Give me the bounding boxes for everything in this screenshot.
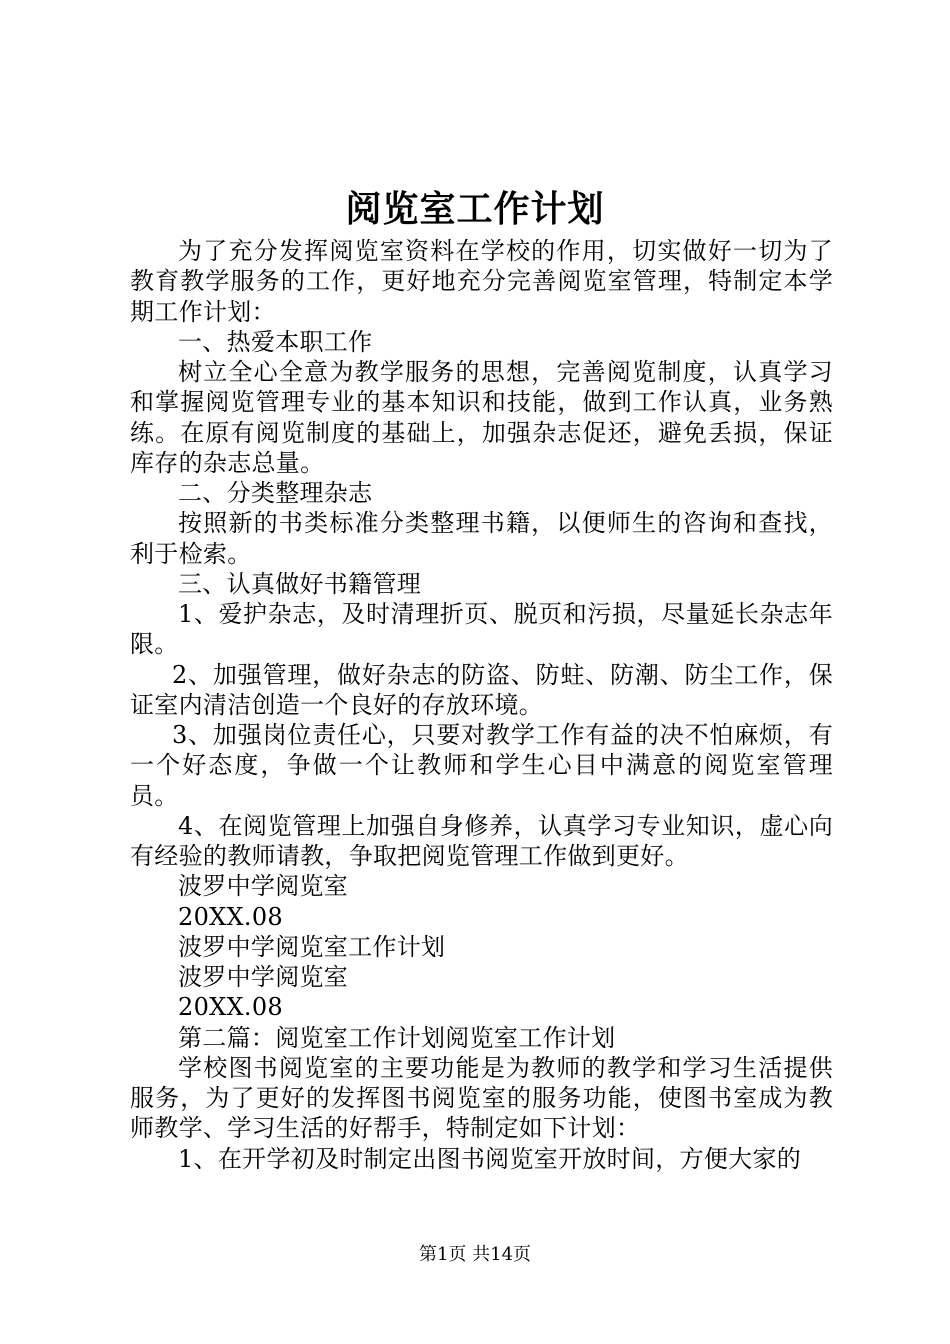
body-paragraph: 学校图书阅览室的主要功能是为教师的教学和学习生活提供服务，为了更好的发挥图书阅览室的服务功能，使图书室成为教师教学、学习生活的好帮手，特制定如下计划： <box>130 1053 833 1143</box>
signature-org: 波罗中学阅览室 <box>178 963 349 991</box>
list-item: 2、加强管理，做好杂志的防盗、防蛀、防潮、防尘工作，保证室内清洁创造一个良好的存放环境。 <box>130 660 833 719</box>
section-heading: 一、热爱本职工作 <box>178 327 373 356</box>
signature-date: 20XX.08 <box>178 902 283 931</box>
page-footer: 第1页 共14页 <box>418 1244 532 1265</box>
document-title: 阅览室工作计划 <box>345 188 605 230</box>
body-paragraph: 树立全心全意为教学服务的思想，完善阅览制度，认真学习和掌握阅览管理专业的基本知识和技能，做到工作认真，业务熟练。在原有阅览制度的基础上，加强杂志促还，避免丢损，保证库存的杂志总量。 <box>130 358 833 477</box>
section-heading: 三、认真做好书籍管理 <box>178 569 421 598</box>
chapter-heading: 第二篇：阅览室工作计划阅览室工作计划 <box>178 1023 616 1052</box>
document-body <box>130 236 833 1174</box>
signature-org: 波罗中学阅览室 <box>178 872 349 901</box>
list-item: 4、在阅览管理上加强自身修养，认真学习专业知识，虚心向有经验的教师请教，争取把阅览管理工作做到更好。 <box>130 811 833 870</box>
signature-date: 20XX.08 <box>178 993 283 1022</box>
intro-paragraph: 为了充分发挥阅览室资料在学校的作用，切实做好一切为了教育教学服务的工作，更好地充分完善阅览室管理，特制定本学期工作计划： <box>130 237 833 326</box>
repeated-title: 波罗中学阅览室工作计划 <box>178 932 446 961</box>
body-paragraph: 按照新的书类标准分类整理书籍，以便师生的咨询和查找，利于检索。 <box>130 509 833 568</box>
section-heading: 二、分类整理杂志 <box>178 479 373 507</box>
list-item: 1、在开学初及时制定出图书阅览室开放时间，方便大家的 <box>178 1144 802 1173</box>
list-item: 1、爱护杂志，及时清理折页、脱页和污损，尽量延长杂志年限。 <box>130 600 833 659</box>
list-item: 3、加强岗位责任心，只要对教学工作有益的决不怕麻烦，有一个好态度，争做一个让教师和学生心目中满意的阅览室管理员。 <box>130 721 833 810</box>
